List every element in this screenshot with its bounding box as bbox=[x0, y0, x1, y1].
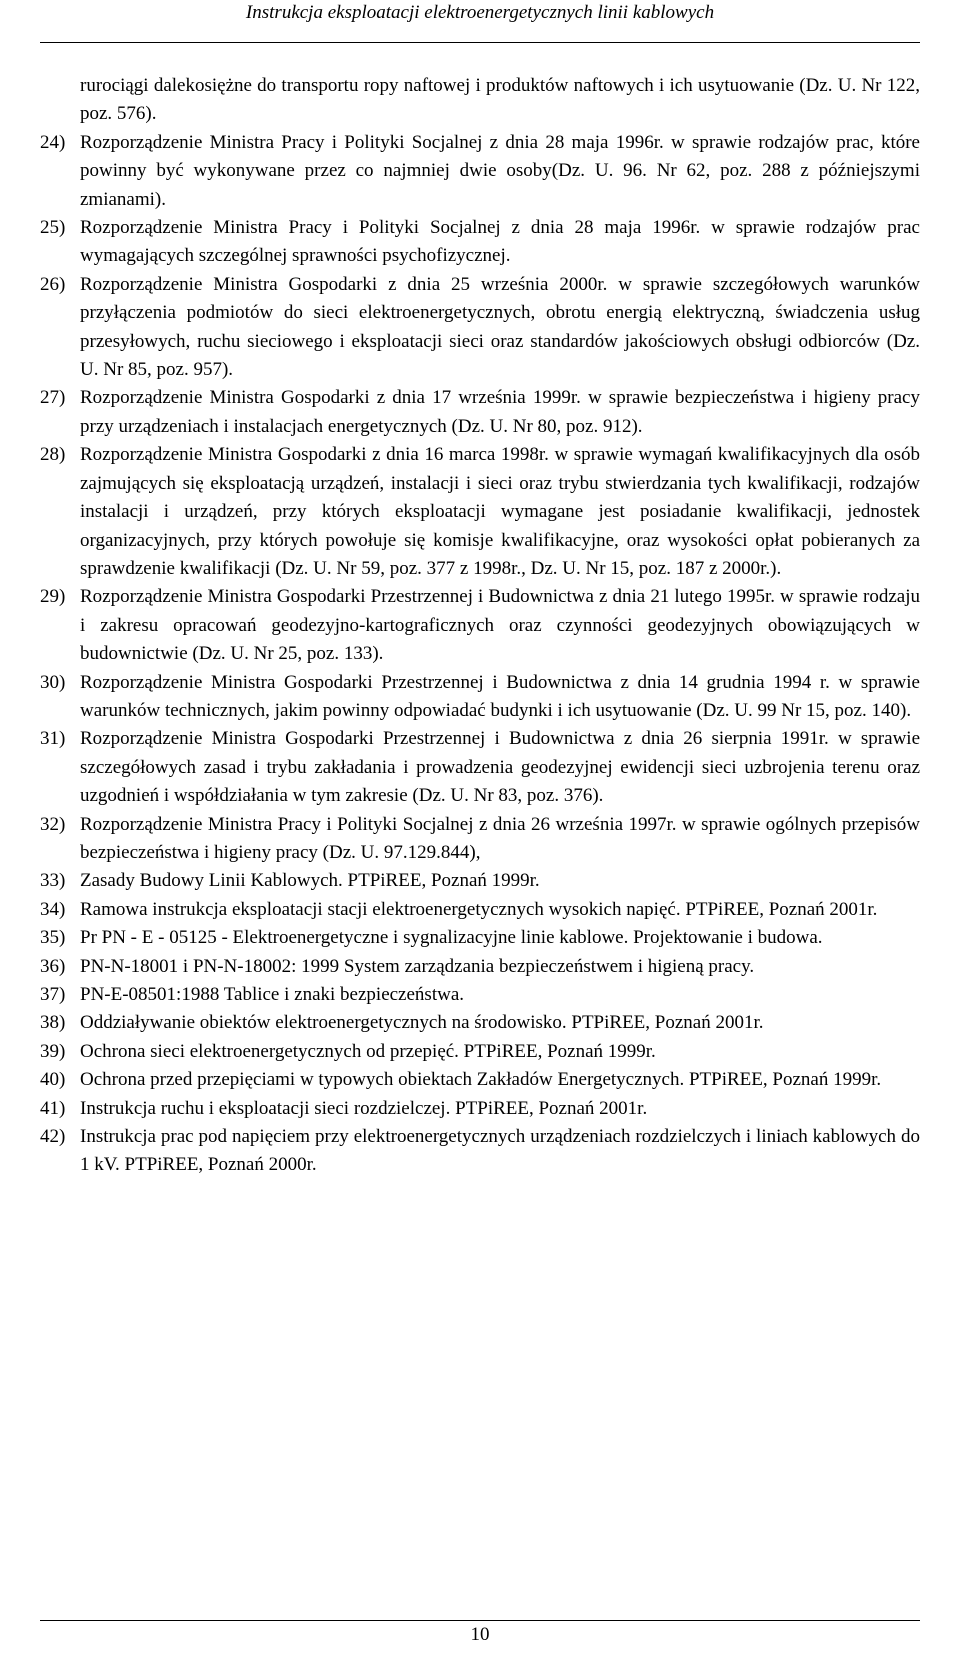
reference-item bbox=[40, 1038, 920, 1066]
reference-text: Ochrona sieci elektroenergetycznych od przepięć. PTPiREE, Poznań 1999r. bbox=[80, 1040, 656, 1062]
reference-number: 27) bbox=[40, 387, 66, 409]
reference-text: Zasady Budowy Linii Kablowych. PTPiREE, Poznań 1999r. bbox=[80, 870, 540, 892]
reference-items bbox=[40, 129, 920, 1180]
reference-number: 37) bbox=[40, 984, 66, 1005]
reference-item bbox=[40, 583, 920, 668]
reference-text: Pr PN - E - 05125 - Elektroenergetyczne i sygnalizacyjne linie kablowe. Projektowanie i budowa. bbox=[80, 927, 823, 949]
reference-text: Rozporządzenie Ministra Gospodarki z dnia 16 marca 1998r. w sprawie wymagań kwalifikacyjnych dla osób zajmujących się eksploatacją urządzeń, instalacji i sieci oraz trybu stwierdzania tych kwalifikacji, rodzajów instalacji i urządzeń, przy których eksploatacji wymagane jest posiadanie kwalifikacji, jednostek organizacyjnych, przy których powołuje się komisje kwalifikacyjne, oraz wysokości opłat pobieranych za sprawdzenie kwalifikacji (Dz. U. Nr 59, poz. 377 z 1998r., Dz. U. Nr 15, poz. 187 z 2000r.). bbox=[80, 444, 920, 579]
document-title: Instrukcja eksploatacji elektroenergetycznych linii kablowych bbox=[245, 2, 715, 23]
reference-text: PN-E-08501:1988 Tablice i znaki bezpieczeństwa. bbox=[80, 984, 464, 1005]
reference-item bbox=[40, 214, 920, 271]
reference-number: 30) bbox=[40, 671, 66, 693]
reference-number: 31) bbox=[40, 728, 66, 750]
reference-text: Oddziaływanie obiektów elektroenergetycznych na środowisko. PTPiREE, Poznań 2001r. bbox=[80, 1012, 764, 1034]
reference-item bbox=[40, 725, 920, 810]
reference-number: 34) bbox=[40, 898, 66, 920]
reference-item bbox=[40, 924, 920, 952]
reference-text: Rozporządzenie Ministra Pracy i Polityki Socjalnej z dnia 28 maja 1996r. w sprawie rodzajów prac wymagających szczególnej sprawności psychofizycznej. bbox=[80, 217, 920, 267]
reference-item bbox=[40, 271, 920, 385]
reference-text: Rozporządzenie Ministra Gospodarki z dnia 17 września 1999r. w sprawie bezpieczeństwa i higieny pracy przy urządzeniach i instalacjach energetycznych (Dz. U. Nr 80, poz. 912). bbox=[80, 387, 920, 437]
reference-number: 35) bbox=[40, 927, 66, 949]
reference-number: 26) bbox=[40, 273, 66, 295]
reference-item bbox=[40, 1123, 920, 1180]
reference-list bbox=[40, 72, 920, 1180]
reference-text: Rozporządzenie Ministra Pracy i Polityki Socjalnej z dnia 26 września 1997r. w sprawie ogólnych przepisów bezpieczeństwa i higieny pracy (Dz. U. 97.129.844), bbox=[80, 813, 920, 863]
reference-item bbox=[40, 1095, 920, 1123]
reference-text: Instrukcja prac pod napięciem przy elektroenergetycznych urządzeniach rozdzielczych i liniach kablowych do 1 kV. PTPiREE, Poznań 2000r. bbox=[80, 1126, 920, 1176]
reference-item bbox=[40, 867, 920, 895]
reference-item bbox=[40, 129, 920, 214]
reference-number: 29) bbox=[40, 586, 66, 608]
reference-item bbox=[40, 384, 920, 441]
reference-text: Rozporządzenie Ministra Pracy i Polityki Socjalnej z dnia 28 maja 1996r. w sprawie rodzajów prac, które powinny być wykonywane przez co najmniej dwie osoby(Dz. U. 96. Nr 62, poz. 288 z późniejszymi zmianami). bbox=[80, 131, 920, 210]
reference-text: Rozporządzenie Ministra Gospodarki z dnia 25 września 2000r. w sprawie szczegółowych warunków przyłączenia podmiotów do sieci elektroenergetycznych, obrotu energią elektryczną, świadczenia usług przesyłowych, ruchu sieciowego i eksploatacji sieci oraz standardów jakościowych obsługi odbiorców (Dz. U. Nr 85, poz. 957). bbox=[80, 273, 920, 381]
reference-number: 24) bbox=[40, 131, 66, 153]
reference-text: Rozporządzenie Ministra Gospodarki Przestrzennej i Budownictwa z dnia 14 grudnia 1994 r. w sprawie warunków technicznych, jakim powinny odpowiadać budynki i ich usytuowanie (Dz. U. 99 Nr 15, poz. 140). bbox=[80, 671, 920, 721]
reference-number: 36) bbox=[40, 955, 66, 977]
reference-number: 40) bbox=[40, 1069, 66, 1091]
reference-number: 25) bbox=[40, 217, 66, 239]
reference-number: 41) bbox=[40, 1097, 66, 1119]
reference-number: 38) bbox=[40, 1012, 66, 1034]
reference-number: 39) bbox=[40, 1040, 66, 1062]
reference-item bbox=[40, 1009, 920, 1037]
reference-continuation: rurociągi dalekosiężne do transportu ropy naftowej i produktów naftowych i ich usytuowanie (Dz. U. Nr 122, poz. 576). bbox=[80, 75, 920, 125]
reference-text: Ramowa instrukcja eksploatacji stacji elektroenergetycznych wysokich napięć. PTPiREE, Poznań 2001r. bbox=[80, 898, 878, 920]
page-footer bbox=[40, 1620, 920, 1649]
reference-number: 33) bbox=[40, 870, 66, 892]
reference-number: 42) bbox=[40, 1126, 66, 1148]
reference-text: Instrukcja ruchu i eksploatacji sieci rozdzielczej. PTPiREE, Poznań 2001r. bbox=[80, 1097, 648, 1119]
reference-number: 28) bbox=[40, 444, 66, 466]
reference-text: Ochrona przed przepięciami w typowych obiektach Zakładów Energetycznych. PTPiREE, Poznań 1999r. bbox=[80, 1069, 882, 1091]
reference-item bbox=[40, 981, 920, 1009]
running-header bbox=[40, 0, 920, 43]
reference-text: Rozporządzenie Ministra Gospodarki Przestrzennej i Budownictwa z dnia 21 lutego 1995r. w sprawie rodzaju i zakresu opracowań geodezyjno-kartograficznych oraz czynności geodezyjnych obowiązujących w budownictwie (Dz. U. Nr 25, poz. 133). bbox=[80, 586, 920, 665]
reference-text: Rozporządzenie Ministra Gospodarki Przestrzennej i Budownictwa z dnia 26 sierpnia 1991r. w sprawie szczegółowych zasad i trybu zakładania i prowadzenia geodezyjnej ewidencji sieci uzbrojenia terenu oraz uzgodnień i współdziałania w tym zakresie (Dz. U. Nr 83, poz. 376). bbox=[80, 728, 920, 807]
reference-item bbox=[40, 811, 920, 868]
reference-item bbox=[40, 669, 920, 726]
page-number: 10 bbox=[470, 1624, 490, 1645]
reference-item bbox=[40, 441, 920, 583]
reference-item bbox=[40, 896, 920, 924]
reference-text: PN-N-18001 i PN-N-18002: 1999 System zarządzania bezpieczeństwem i higieną pracy. bbox=[80, 955, 755, 977]
reference-item bbox=[40, 1066, 920, 1094]
reference-item bbox=[40, 953, 920, 981]
reference-number: 32) bbox=[40, 813, 66, 835]
